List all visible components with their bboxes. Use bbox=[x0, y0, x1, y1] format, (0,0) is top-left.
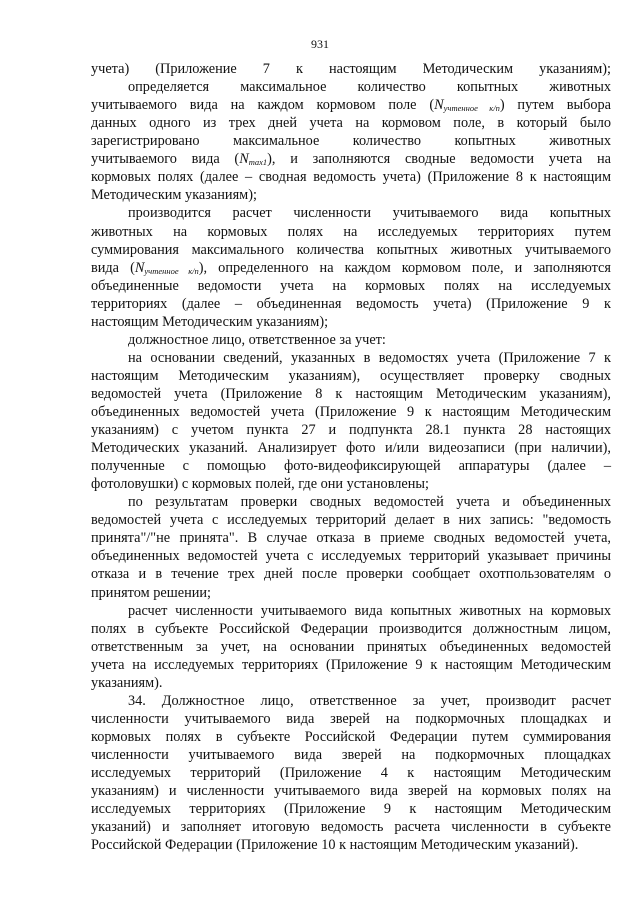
text-line: по результатам проверки сводных ведомостей учета и объединенных bbox=[128, 494, 611, 511]
text-line: Методическим указаниям); bbox=[91, 187, 257, 204]
text-line: объединенные ведомости учета на кормовых полях на исследуемых bbox=[91, 277, 611, 294]
formula-subscript: учтенное к/п bbox=[144, 265, 199, 276]
page-number: 931 bbox=[311, 37, 329, 51]
text-line: зарегистрировано максимальное количество копытных животных bbox=[91, 133, 611, 150]
text-line: указаний) и заполняет итоговую ведомость расчета численности в субъекте bbox=[91, 819, 611, 836]
formula-symbol: N bbox=[239, 151, 249, 168]
text-line: исследуемых территориях (Приложение 9 к настоящим Методическим bbox=[91, 801, 611, 818]
text-line: на основании сведений, указанных в ведомостях учета (Приложение 7 к bbox=[128, 349, 611, 366]
text-line: расчет численности учитываемого вида копытных животных на кормовых bbox=[128, 602, 611, 619]
text-line: Методических указаний. Анализирует фото и/или видеозаписи (при наличии), bbox=[91, 440, 611, 457]
text-line: Российской Федерации (Приложение 10 к настоящим Методическим указаний). bbox=[91, 837, 579, 854]
text-line: производится расчет численности учитываемого вида копытных bbox=[128, 205, 611, 222]
text-line: кормовых полях в субъекте Российской Федерации путем суммирования bbox=[91, 728, 611, 745]
text-line: фотоловушки) с кормовых полей, где они установлены; bbox=[91, 476, 429, 493]
formula-subscript: max1 bbox=[248, 157, 268, 168]
text-line: указаниям). bbox=[91, 674, 163, 691]
text-line: учета на исследуемых территориях (Приложение 9 к настоящим Методическим bbox=[91, 656, 611, 673]
text-line: отказа и в течение трех дней после проверки сообщает охотпользователям о bbox=[91, 566, 611, 583]
text-line: ведомостей учета с исследуемых территорий делает в них запись: "ведомость bbox=[91, 512, 611, 529]
text-line: должностное лицо, ответственное за учет: bbox=[128, 331, 386, 348]
text-line: территориях (далее – объединенная ведомость учета) (Приложение 9 к bbox=[91, 295, 611, 312]
text-line: суммирования максимального количества копытных животных учитываемого bbox=[91, 241, 611, 258]
text-line: учитываемого вида на каждом кормовом поле $(N_{учтенное к/п})$ путем выбора bbox=[91, 97, 611, 114]
text-line: полученные с помощью фото-видеофиксирующей аппаратуры (далее – bbox=[91, 458, 611, 475]
text-line: ответственным за учет, на основании принятых объединенных ведомостей bbox=[91, 638, 611, 655]
text-line: 34. Должностное лицо, ответственное за учет, производит расчет bbox=[128, 692, 611, 709]
text-line: принятом решении; bbox=[91, 584, 212, 601]
text-line: определяется максимальное количество копытных животных bbox=[128, 79, 611, 95]
formula-subscript: учтенное к/п bbox=[443, 103, 500, 114]
text-line: учета) (Приложение 7 к настоящим Методическим указаниям); bbox=[91, 61, 611, 77]
text-line: учитываемого вида $(N_{max1})$, и заполняются сводные ведомости учета на bbox=[91, 151, 611, 168]
text-line: исследуемых территорий (Приложение 4 к настоящим Методическим bbox=[91, 765, 611, 781]
text-line: указаниям) и численности учитываемого вида зверей на кормовых полях на bbox=[91, 783, 611, 799]
text-line: кормовых полях (далее – сводная ведомость учета) (Приложение 8 к настоящим bbox=[91, 169, 611, 186]
text-line: ведомостей учета (Приложение 8 к настоящим Методическим указаниям), bbox=[91, 385, 611, 402]
text-line: численности учитываемого вида зверей на подкормочных площадках и bbox=[91, 710, 611, 727]
text-line: численности учитываемого вида зверей на подкормочных площадках bbox=[91, 746, 611, 763]
text-line: данных одного из трех дней учета на кормовом поле, в который было bbox=[91, 115, 611, 132]
text-line: животных на кормовых полях на исследуемых территориях путем bbox=[91, 223, 611, 240]
formula-symbol: N bbox=[434, 97, 444, 114]
text-line: полях в субъекте Российской Федерации производится должностным лицом, bbox=[91, 620, 611, 637]
text-line: указаниям) с учетом пункта 27 и подпункта 28.1 пункта 28 настоящих bbox=[91, 422, 611, 438]
text-line: настоящим Методическим указаниям), осуществляет проверку сводных bbox=[91, 367, 611, 384]
text-line: вида $(N_{учтенное к/п})$, определенного на каждом кормовом поле, и заполняются bbox=[91, 259, 611, 276]
text-line: принята"/"не принята". В случае отказа в приеме сводных ведомостей учета, bbox=[91, 530, 611, 547]
text-line: настоящим Методическим указаниям); bbox=[91, 313, 329, 330]
text-line: объединенных ведомостей учета (Приложение 9 к настоящим Методическим bbox=[91, 403, 611, 420]
text-line: объединенных ведомостей учета с исследуемых территорий указывает причины bbox=[91, 548, 611, 565]
formula-symbol: N bbox=[134, 259, 145, 276]
